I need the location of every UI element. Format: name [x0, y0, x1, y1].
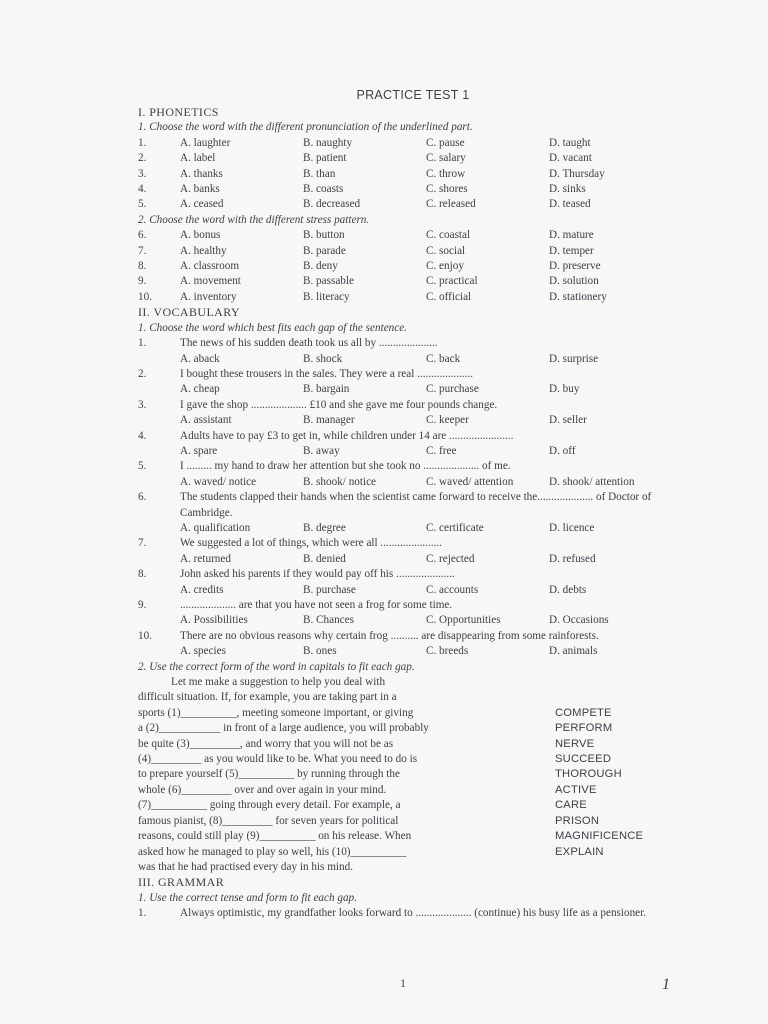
question-number: 9. [138, 599, 147, 611]
passage-line [138, 814, 678, 829]
option-c: C. pause [426, 136, 465, 149]
passage-line [138, 783, 678, 798]
question-number: 1. [138, 337, 147, 350]
option-b: B. parade [303, 244, 346, 257]
option-d: D. preserve [549, 260, 601, 273]
option-a: A. inventory [180, 290, 237, 303]
question-row [138, 151, 678, 166]
question-row [138, 906, 678, 921]
question-text: We suggested a lot of things, which were all ...................... [180, 537, 442, 550]
option-a: A. thanks [180, 167, 223, 180]
option-d: D. sinks [549, 183, 586, 196]
option-a: A. laughter [180, 136, 231, 149]
passage-line [138, 829, 678, 844]
corner-mark: 1 [662, 976, 670, 993]
option-c: C. released [426, 198, 476, 211]
option-d: D. seller [549, 414, 587, 427]
question-row [138, 398, 678, 413]
question-row [138, 598, 678, 613]
option-a: A. bonus [180, 229, 221, 242]
passage-line [138, 752, 678, 767]
option-c: C. salary [426, 152, 466, 165]
option-c: C. coastal [426, 229, 471, 242]
question-number: 3. [138, 398, 147, 411]
capital-word [543, 860, 555, 875]
question-row [138, 182, 678, 197]
question-text: There are no obvious reasons why certain frog .......... are disappearing from some rainforests. [180, 629, 599, 642]
option-d: D. buy [549, 383, 580, 396]
question-number: 10. [138, 290, 152, 303]
vocabulary-questions [138, 336, 678, 660]
passage-text: whole (6)_________ over and over again in your mind. [138, 783, 387, 796]
question-number: 7. [138, 537, 147, 550]
question-number: 1. [138, 136, 147, 149]
options-row [138, 583, 678, 598]
question-text: Adults have to pay £3 to get in, while children under 14 are ....................... [180, 429, 514, 442]
word-form-first-line: Let me make a suggestion to help you deal with [171, 676, 386, 689]
passage-line [138, 767, 678, 782]
question-number: 3. [138, 167, 147, 180]
question-text: I bought these trousers in the sales. They were a real .................... [180, 367, 474, 380]
question-row [138, 259, 678, 274]
option-a: A. qualification [180, 521, 251, 534]
instruction-tense: 1. Use the correct tense and form to fit each gap. [138, 891, 357, 904]
question-row [138, 136, 678, 151]
passage-text: a (2)___________ in front of a large audience, you will probably [138, 722, 429, 735]
options-row [138, 475, 678, 490]
option-b: B. Chances [303, 614, 354, 627]
option-b: B. coasts [303, 183, 344, 196]
option-b: B. degree [303, 521, 346, 534]
instruction-pronunciation: 1. Choose the word with the different pronunciation of the underlined part. [138, 121, 473, 134]
passage-text: (7)__________ going through every detail. For example, a [138, 799, 401, 812]
page-title: PRACTICE TEST 1 [356, 88, 470, 102]
capital-word: MAGNIFICENCE [555, 830, 644, 843]
instruction-word-form: 2. Use the correct form of the word in capitals to fit each gap. [138, 660, 415, 673]
options-row [138, 552, 678, 567]
option-d: D. Occasions [549, 614, 609, 627]
options-row [138, 644, 678, 659]
question-number: 8. [138, 568, 147, 581]
options-row [138, 352, 678, 367]
option-a: A. label [180, 152, 216, 165]
question-row [138, 197, 678, 212]
option-a: A. banks [180, 183, 220, 196]
instruction-stress: 2. Choose the word with the different stress pattern. [138, 213, 370, 226]
option-a: A. aback [180, 352, 220, 365]
option-b: B. decreased [303, 198, 361, 211]
option-a: A. cheap [180, 383, 220, 396]
question-row [138, 490, 678, 521]
option-a: A. Possibilities [180, 614, 248, 627]
grammar-questions [138, 906, 678, 921]
page-number: 1 [400, 976, 406, 990]
passage-line [138, 845, 678, 860]
question-text: I gave the shop .................... £10 and she gave me four pounds change. [180, 398, 498, 411]
option-b: B. button [303, 229, 345, 242]
option-b: B. than [303, 167, 336, 180]
option-c: C. rejected [426, 552, 475, 565]
option-c: C. waved/ attention [426, 475, 514, 488]
option-d: D. Thursday [549, 167, 605, 180]
option-b: B. deny [303, 260, 338, 273]
option-b: B. purchase [303, 583, 356, 596]
question-row [138, 459, 678, 474]
passage-line [138, 737, 678, 752]
word-form-passage [138, 690, 678, 875]
question-number: 10. [138, 629, 152, 642]
question-number: 5. [138, 460, 147, 473]
option-d: D. animals [549, 645, 598, 658]
question-number: 4. [138, 429, 147, 442]
question-row [138, 629, 678, 644]
option-a: A. spare [180, 444, 218, 457]
option-c: C. certificate [426, 521, 484, 534]
question-number: 6. [138, 229, 147, 242]
question-number: 5. [138, 198, 147, 211]
question-row [138, 228, 678, 243]
option-b: B. bargain [303, 383, 350, 396]
section-heading-phonetics: I. PHONETICS [138, 105, 219, 119]
question-row [138, 567, 678, 582]
passage-text: asked how he managed to play so well, his (10)__________ [138, 845, 407, 858]
options-row [138, 382, 678, 397]
capital-word: PRISON [555, 814, 600, 827]
question-row [138, 290, 678, 305]
passage-line [138, 860, 678, 875]
option-c: C. enjoy [426, 260, 464, 273]
option-d: D. teased [549, 198, 591, 211]
passage-text: sports (1)__________, meeting someone important, or giving [138, 706, 414, 719]
option-c: C. back [426, 352, 461, 365]
question-row [138, 367, 678, 382]
question-number: 7. [138, 244, 147, 257]
option-c: C. official [426, 290, 472, 303]
option-a: A. ceased [180, 198, 224, 211]
question-text: John asked his parents if they would pay off his ..................... [180, 568, 455, 581]
option-d: D. surprise [549, 352, 599, 365]
question-number: 2. [138, 367, 147, 380]
option-d: D. off [549, 444, 576, 457]
passage-line [138, 706, 678, 721]
option-a: A. returned [180, 552, 231, 565]
option-b: B. shock [303, 352, 343, 365]
option-a: A. healthy [180, 244, 227, 257]
pronunciation-questions [138, 136, 678, 213]
question-text: The students clapped their hands when the scientist came forward to receive the.................... of Doctor of Cambridge. [180, 491, 652, 519]
question-text: I ......... my hand to draw her attention but she took no .................... of me. [180, 460, 511, 473]
instruction-gap-fill: 1. Choose the word which best fits each gap of the sentence. [138, 321, 407, 334]
option-a: A. credits [180, 583, 224, 596]
option-c: C. breeds [426, 645, 469, 658]
option-b: B. denied [303, 552, 346, 565]
question-number: 6. [138, 491, 147, 504]
options-row [138, 413, 678, 428]
question-row [138, 536, 678, 551]
question-number: 9. [138, 275, 147, 288]
option-c: C. practical [426, 275, 478, 288]
option-d: D. solution [549, 275, 599, 288]
passage-line [138, 690, 678, 705]
passage-text: reasons, could still play (9)__________ on his release. When [138, 830, 412, 843]
options-row [138, 444, 678, 459]
passage-line [138, 798, 678, 813]
options-row [138, 521, 678, 536]
section-heading-vocabulary: II. VOCABULARY [138, 305, 241, 320]
option-c: C. Opportunities [426, 614, 501, 627]
question-number: 4. [138, 183, 147, 196]
option-d: D. refused [549, 552, 596, 565]
stress-questions [138, 228, 678, 305]
option-b: B. naughty [303, 136, 353, 149]
option-b: B. manager [303, 414, 355, 427]
passage-text: difficult situation. If, for example, you are taking part in a [138, 691, 397, 704]
question-number: 2. [138, 152, 147, 165]
capital-word: THOROUGH [555, 768, 622, 781]
option-d: D. stationery [549, 290, 607, 303]
passage-text: be quite (3)_________, and worry that you will not be as [138, 737, 394, 750]
capital-word: ACTIVE [555, 783, 597, 796]
options-row [138, 613, 678, 628]
option-a: A. waved/ notice [180, 475, 257, 488]
passage-text: was that he had practised every day in his mind. [138, 860, 353, 873]
passage-line [138, 721, 678, 736]
option-d: D. temper [549, 244, 594, 257]
capital-word: SUCCEED [555, 753, 612, 766]
option-a: A. movement [180, 275, 241, 288]
capital-word [543, 690, 555, 705]
option-b: B. literacy [303, 290, 350, 303]
option-b: B. patient [303, 152, 347, 165]
option-a: A. classroom [180, 260, 240, 273]
passage-text: (4)_________ as you would like to be. What you need to do is [138, 753, 418, 766]
question-text: .................... are that you have not seen a frog for some time. [180, 599, 453, 611]
question-row [138, 336, 678, 351]
question-row [138, 244, 678, 259]
option-c: C. purchase [426, 383, 479, 396]
option-b: B. away [303, 444, 340, 457]
question-number: 8. [138, 260, 147, 273]
option-d: D. shook/ attention [549, 475, 635, 488]
option-d: D. vacant [549, 152, 592, 165]
option-c: C. accounts [426, 583, 479, 596]
option-c: C. throw [426, 167, 466, 180]
capital-word: COMPETE [555, 706, 612, 719]
option-d: D. licence [549, 521, 595, 534]
section-heading-grammar: III. GRAMMAR [138, 875, 225, 890]
passage-text: famous pianist, (8)_________ for seven years for political [138, 814, 399, 827]
option-d: D. debts [549, 583, 587, 596]
question-number: 1. [138, 907, 147, 920]
capital-word: EXPLAIN [555, 845, 604, 858]
option-c: C. free [426, 444, 457, 457]
question-text: The news of his sudden death took us all by ..................... [180, 337, 438, 350]
option-b: B. passable [303, 275, 354, 288]
option-b: B. ones [303, 645, 337, 658]
option-c: C. keeper [426, 414, 469, 427]
option-a: A. species [180, 645, 226, 658]
option-d: D. taught [549, 136, 591, 149]
question-row [138, 274, 678, 289]
option-c: C. shores [426, 183, 468, 196]
option-c: C. social [426, 244, 466, 257]
capital-word: CARE [555, 799, 587, 812]
option-a: A. assistant [180, 414, 232, 427]
test-content [138, 105, 678, 922]
option-b: B. shook/ notice [303, 475, 377, 488]
option-d: D. mature [549, 229, 594, 242]
passage-text: to prepare yourself (5)__________ by running through the [138, 768, 400, 781]
capital-word: PERFORM [555, 722, 613, 735]
question-text: Always optimistic, my grandfather looks forward to .................... (continue) his busy life as a pensioner. [180, 907, 647, 920]
question-row [138, 167, 678, 182]
capital-word: NERVE [555, 737, 595, 750]
question-row [138, 429, 678, 444]
